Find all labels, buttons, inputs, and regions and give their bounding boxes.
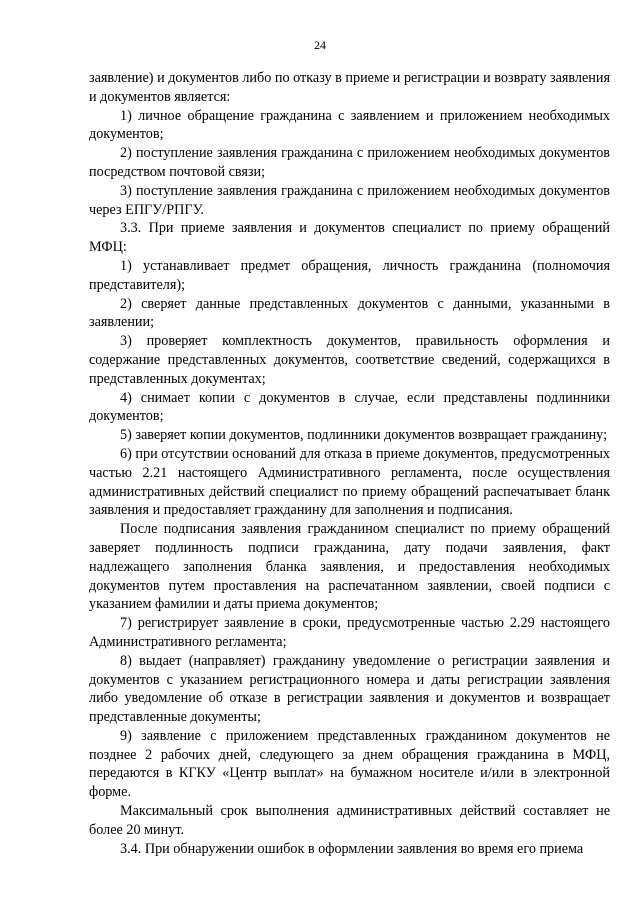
paragraph-section-3-4: 3.4. При обнаружении ошибок в оформлении заявления во время его приема	[120, 840, 584, 857]
paragraph-after-signing: После подписания заявления гражданином специалист по приему обращений заверяет подлинность подписи гражданина, дату подачи заявления, факт надлежащего заполнения бланка заявления, и предоставления необходимых документов путем проставления на распечатанном заявлении, своей подписи с указанием фамилии и даты приема документов;	[89, 521, 610, 613]
paragraph-item-4: 4) снимает копии с документов в случае, если представлены подлинники документов;	[89, 389, 610, 425]
paragraph-item-2: 2) поступление заявления гражданина с приложением необходимых документов посредством почтовой связи;	[89, 145, 610, 180]
paragraph-section-3-3: 3.3. При приеме заявления и документов специалист по приему обращений МФЦ:	[89, 220, 610, 256]
paragraph-item-5: 5) заверяет копии документов, подлинники документов возвращает гражданину;	[120, 427, 608, 444]
paragraph-max-duration: Максимальный срок выполнения административных действий составляет не более 20 минут.	[89, 803, 610, 838]
document-body	[89, 69, 610, 858]
paragraph-item-1: 1) устанавливает предмет обращения, личность гражданина (полномочия представителя);	[89, 257, 610, 293]
paragraph-item-1: 1) личное обращение гражданина с заявлением и приложением необходимых документов;	[89, 107, 610, 143]
paragraph-item-3: 3) проверяет комплектность документов, правильность оформления и содержание представленных документов, соответствие сведений, содержащихся в представленных документах;	[89, 333, 610, 387]
paragraph-item-3: 3) поступление заявления гражданина с приложением необходимых документов через ЕПГУ/РПГУ.	[89, 182, 610, 218]
paragraph-item-2: 2) сверяет данные представленных документов с данными, указанными в заявлении;	[89, 295, 610, 331]
paragraph-continuation: заявление) и документов либо по отказу в приеме и регистрации и возврату заявления и документов является:	[89, 70, 610, 105]
paragraph-item-9: 9) заявление с приложением представленных гражданином документов не позднее 2 рабочих дней, следующего за днем обращения гражданина в МФЦ, передаются в КГКУ «Центр выплат» на бумажном носителе и/или в электронной форме.	[89, 727, 610, 801]
page-number: 24	[314, 38, 326, 52]
paragraph-item-6: 6) при отсутствии оснований для отказа в приеме документов, предусмотренных частью 2.21 настоящего Административного регламента, после осуществления административных действий специалист по приему обращений распечатывает бланк заявления и предоставляет гражданину для заполнения и подписания.	[89, 445, 610, 519]
paragraph-item-7: 7) регистрирует заявление в сроки, предусмотренные частью 2.29 настоящего Административного регламента;	[89, 615, 610, 650]
paragraph-item-8: 8) выдает (направляет) гражданину уведомление о регистрации заявления и документов с указанием регистрационного номера и даты регистрации заявления либо уведомление об отказе в регистрации заявления и документов и возвращает представленные документы;	[89, 652, 610, 726]
